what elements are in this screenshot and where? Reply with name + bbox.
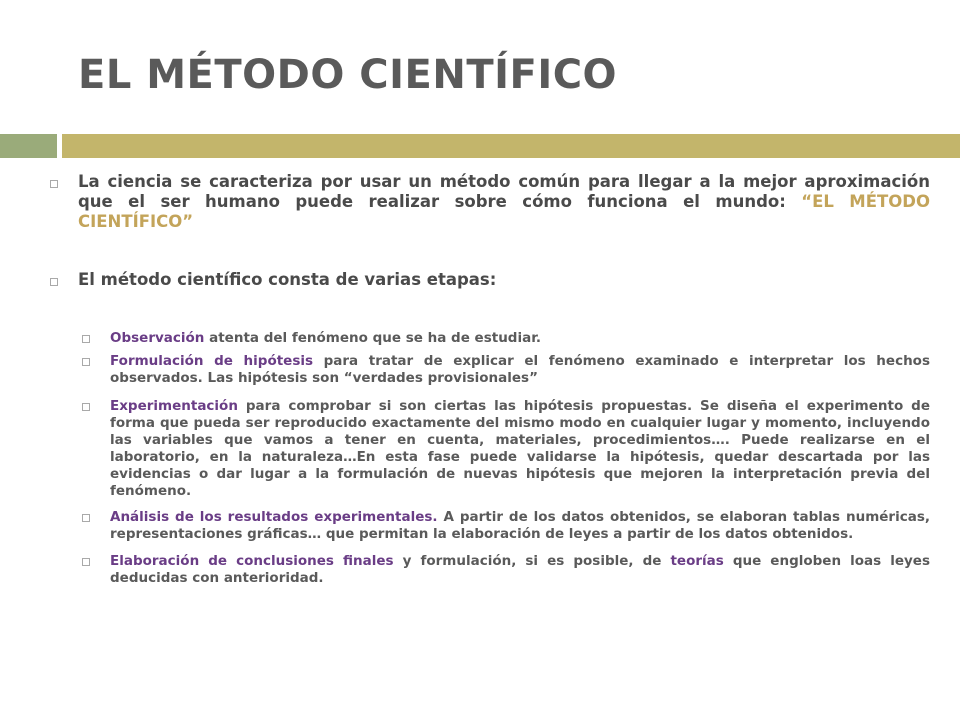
bullet-stages-intro bbox=[50, 270, 930, 290]
step-observation bbox=[82, 330, 930, 347]
bullet-square-icon bbox=[82, 403, 90, 411]
step-hypothesis bbox=[82, 353, 930, 387]
bullet-square-icon bbox=[50, 180, 58, 188]
step-text: para tratar de explicar el fenómeno examinado e interpretar los hechos observados. Las hipótesis son “verdades provisionales” bbox=[110, 353, 930, 386]
step-text: para comprobar si son ciertas las hipótesis propuestas. Se diseña el experimento de forma que pueda ser reproducido exactamente del mismo modo en cualquier lugar y momento, incluyendo las variables que vamos a tener en cuenta, materiales, procedimientos…. Puede realizarse en el laboratorio, en la naturaleza…En esta fase puede validarse la hipótesis, quedar descartada por las evidencias o dar lugar a la formulación de nuevas hipótesis que mejoren la interpretación previa del fenómeno. bbox=[110, 398, 930, 499]
accent-bar-right bbox=[62, 134, 960, 158]
accent-bar-left bbox=[0, 134, 57, 158]
step-term: Elaboración de conclusiones finales bbox=[110, 553, 394, 569]
step-conclusions bbox=[82, 553, 930, 587]
step-analysis bbox=[82, 509, 930, 543]
step-text: A partir de los datos obtenidos, se elaboran tablas numéricas, representaciones gráficas… que permitan la elaboración de leyes a partir de los datos obtenidos. bbox=[110, 509, 930, 542]
bullet-highlight: “EL MÉTODO CIENTÍFICO” bbox=[78, 192, 930, 231]
step-text: atenta del fenómeno que se ha de estudiar. bbox=[204, 330, 542, 346]
bullet-square-icon bbox=[50, 278, 58, 286]
step-text: que engloben loas leyes deducidas con anterioridad. bbox=[110, 553, 930, 586]
step-term: Formulación de hipótesis bbox=[110, 353, 314, 369]
step-experimentation bbox=[82, 398, 930, 500]
step-term: Observación bbox=[110, 330, 205, 346]
step-text: y formulación, si es posible, de bbox=[393, 553, 671, 569]
slide-title: EL MÉTODO CIENTÍFICO bbox=[78, 52, 618, 98]
bullet-scientific-method-definition bbox=[50, 172, 930, 232]
bullet-square-icon bbox=[82, 358, 90, 366]
slide-content bbox=[50, 172, 930, 587]
step-term-theories: teorías bbox=[670, 553, 724, 569]
bullet-text: La ciencia se caracteriza por usar un método común para llegar a la mejor aproximación que el ser humano puede realizar sobre cómo funciona el mundo: bbox=[78, 172, 930, 211]
bullet-square-icon bbox=[82, 335, 90, 343]
bullet-square-icon bbox=[82, 558, 90, 566]
bullet-text: El método científico consta de varias etapas: bbox=[78, 270, 497, 289]
step-term: Análisis de los resultados experimentales. bbox=[110, 509, 438, 525]
bullet-square-icon bbox=[82, 514, 90, 522]
step-term: Experimentación bbox=[110, 398, 238, 414]
